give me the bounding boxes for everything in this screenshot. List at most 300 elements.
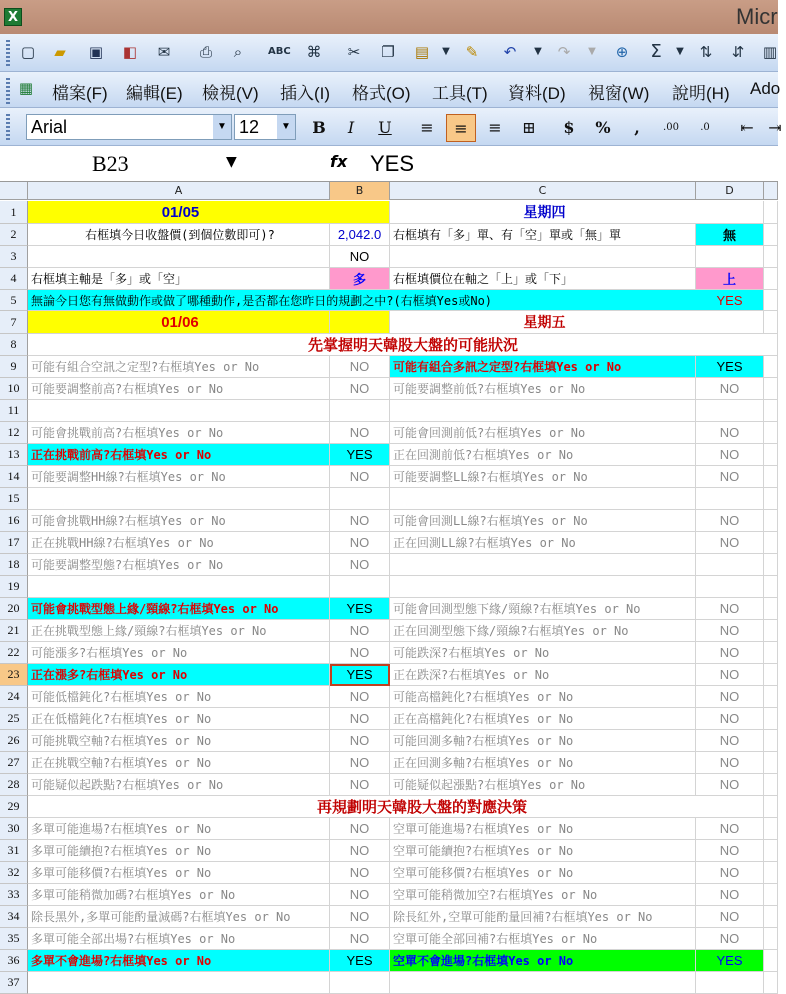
sheet-row (0, 532, 778, 554)
cell-d28[interactable]: NO (696, 774, 764, 796)
cell-a1[interactable]: 01/05 (28, 201, 330, 224)
cell-a3[interactable] (28, 246, 330, 268)
cell-b2[interactable]: 2,042.0 (330, 224, 390, 246)
sheet-row (0, 620, 778, 642)
cell-e27[interactable] (764, 752, 778, 774)
cell-c22[interactable]: 可能跌深?右框填Yes or No (390, 642, 696, 664)
cell-d21[interactable]: NO (696, 620, 764, 642)
cell-c20[interactable]: 可能會回測型態下緣/頸線?右框填Yes or No (390, 598, 696, 620)
cell-d18[interactable] (696, 554, 764, 576)
cell-b11[interactable] (330, 400, 390, 422)
sheet-row (0, 554, 778, 576)
cell-e29[interactable] (764, 796, 778, 818)
cell-b36[interactable]: YES (330, 950, 390, 972)
cell-e22[interactable] (764, 642, 778, 664)
column-header-d[interactable]: D (696, 182, 764, 200)
cell-e24[interactable] (764, 686, 778, 708)
cell-b31[interactable]: NO (330, 840, 390, 862)
cell-d36[interactable]: YES (696, 950, 764, 972)
select-all-corner[interactable] (0, 182, 28, 200)
font-size-select[interactable]: 12 ▼ (234, 114, 296, 140)
row-header[interactable]: 21 (0, 620, 28, 642)
cell-c24[interactable]: 可能高檔鈍化?右框填Yes or No (390, 686, 696, 708)
new-icon[interactable]: ▢ (20, 43, 36, 61)
cell-e8[interactable] (764, 334, 778, 356)
cell-d24[interactable]: NO (696, 686, 764, 708)
email-icon[interactable]: ✉ (157, 43, 171, 61)
cell-b23[interactable]: YES (330, 664, 390, 686)
cell-e7[interactable] (764, 311, 778, 334)
sheet-row (0, 796, 778, 818)
cell-e9[interactable] (764, 356, 778, 378)
open-icon[interactable]: ▰ (54, 43, 66, 61)
cell-e26[interactable] (764, 730, 778, 752)
percent-button[interactable]: % (595, 118, 611, 137)
cell-a22[interactable]: 可能漲多?右框填Yes or No (28, 642, 330, 664)
menu-data[interactable]: 資料(D) (508, 84, 566, 103)
align-center-icon[interactable]: ≡ (446, 114, 476, 142)
cell-a7[interactable]: 01/06 (28, 311, 330, 334)
cell-a9[interactable]: 可能有組合空訊之定型?右框填Yes or No (28, 356, 330, 378)
cell-e4[interactable] (764, 268, 778, 290)
cell-c18[interactable] (390, 554, 696, 576)
sheet-row (0, 752, 778, 774)
cell-b24[interactable]: NO (330, 686, 390, 708)
align-right-icon[interactable]: ≡ (488, 118, 502, 137)
cell-c7[interactable]: 星期五 (390, 311, 696, 334)
cell-e32[interactable] (764, 862, 778, 884)
decrease-indent-icon[interactable]: ⇤ (740, 118, 754, 137)
cell-a24[interactable]: 可能低檔鈍化?右框填Yes or No (28, 686, 330, 708)
decrease-decimal-icon[interactable]: .0 (700, 122, 710, 133)
sheet-row (0, 224, 778, 246)
cell-d25[interactable]: NO (696, 708, 764, 730)
cell-d33[interactable]: NO (696, 884, 764, 906)
row-header[interactable]: 23 (0, 664, 28, 686)
cell-e11[interactable] (764, 400, 778, 422)
cell-d30[interactable]: NO (696, 818, 764, 840)
underline-button[interactable]: U (378, 118, 392, 137)
sheet-row (0, 268, 778, 290)
cell-d26[interactable]: NO (696, 730, 764, 752)
cell-d20[interactable]: NO (696, 598, 764, 620)
row-header[interactable]: 26 (0, 730, 28, 752)
cell-c9[interactable]: 可能有組合多訊之定型?右框填Yes or No (390, 356, 696, 378)
sheet-row (0, 642, 778, 664)
redo-dropdown-icon[interactable]: ▼ (588, 46, 596, 57)
cell-a13[interactable]: 正在挑戰前高?右框填Yes or No (28, 444, 330, 466)
cell-c11[interactable] (390, 400, 696, 422)
sheet-row (0, 708, 778, 730)
cell-d11[interactable] (696, 400, 764, 422)
cell-b3[interactable]: NO (330, 246, 390, 268)
cell-e31[interactable] (764, 840, 778, 862)
cell-b15[interactable] (330, 488, 390, 510)
sheet-row (0, 928, 778, 950)
row-header[interactable]: 19 (0, 576, 28, 598)
cell-e15[interactable] (764, 488, 778, 510)
cell-a5[interactable]: 無論今日您有無做動作或做了哪種動作,是否都在您昨日的規劃之中?(右框填Yes或No) (28, 290, 696, 311)
cell-b33[interactable]: NO (330, 884, 390, 906)
row-header[interactable]: 36 (0, 950, 28, 972)
insert-function-icon[interactable]: fx (330, 152, 348, 171)
row-header[interactable]: 12 (0, 422, 28, 444)
row-header[interactable]: 13 (0, 444, 28, 466)
cell-e25[interactable] (764, 708, 778, 730)
cell-a11[interactable] (28, 400, 330, 422)
cell-c12[interactable]: 可能會回測前低?右框填Yes or No (390, 422, 696, 444)
column-header-c[interactable]: C (390, 182, 696, 200)
redo-icon[interactable]: ↷ (557, 43, 571, 61)
cell-d14[interactable]: NO (696, 466, 764, 488)
cell-e13[interactable] (764, 444, 778, 466)
cell-c25[interactable]: 正在高檔鈍化?右框填Yes or No (390, 708, 696, 730)
cell-a26[interactable]: 可能挑戰空軸?右框填Yes or No (28, 730, 330, 752)
cell-d15[interactable] (696, 488, 764, 510)
row-header[interactable]: 32 (0, 862, 28, 884)
research-icon[interactable]: ⌘ (306, 43, 322, 61)
cell-a2[interactable]: 右框填今日收盤價(到個位數即可)? (28, 224, 330, 246)
row-header[interactable]: 18 (0, 554, 28, 576)
cell-a12[interactable]: 可能會挑戰前高?右框填Yes or No (28, 422, 330, 444)
row-header[interactable]: 34 (0, 906, 28, 928)
cell-b34[interactable]: NO (330, 906, 390, 928)
name-box-dropdown-icon[interactable]: ▼ (226, 154, 237, 170)
cell-e16[interactable] (764, 510, 778, 532)
formula-input[interactable]: YES (370, 151, 415, 176)
size-dropdown-icon[interactable]: ▼ (277, 115, 295, 139)
cell-e17[interactable] (764, 532, 778, 554)
sheet-row (0, 246, 778, 268)
cell-c10[interactable]: 可能要調整前低?右框填Yes or No (390, 378, 696, 400)
cell-a31[interactable]: 多單可能續抱?右框填Yes or No (28, 840, 330, 862)
cell-d13[interactable]: NO (696, 444, 764, 466)
cell-b19[interactable] (330, 576, 390, 598)
cell-c3[interactable] (390, 246, 696, 268)
cut-icon[interactable]: ✂ (347, 43, 361, 61)
workbook-icon[interactable]: ▦ (18, 79, 34, 97)
cell-b9[interactable]: NO (330, 356, 390, 378)
copy-icon[interactable]: ❐ (381, 43, 395, 61)
menu-bar (0, 72, 781, 108)
menu-tools[interactable]: 工具(T) (432, 84, 488, 103)
row-header[interactable]: 17 (0, 532, 28, 554)
cell-c17[interactable]: 正在回測LL線?右框填Yes or No (390, 532, 696, 554)
row-header[interactable]: 9 (0, 356, 28, 378)
print-preview-icon[interactable]: ⌕ (233, 43, 243, 61)
cell-c32[interactable]: 空單可能移價?右框填Yes or No (390, 862, 696, 884)
cell-e2[interactable] (764, 224, 778, 246)
merge-center-icon[interactable]: ⊞ (522, 118, 536, 137)
row-header[interactable]: 3 (0, 246, 28, 268)
cell-a19[interactable] (28, 576, 330, 598)
cell-d17[interactable]: NO (696, 532, 764, 554)
cell-a4[interactable]: 右框填主軸是「多」或「空」 (28, 268, 330, 290)
sheet-row (0, 422, 778, 444)
autosum-dropdown-icon[interactable]: ▼ (676, 46, 684, 57)
cell-e21[interactable] (764, 620, 778, 642)
cell-d3[interactable] (696, 246, 764, 268)
autosum-icon[interactable]: Σ (650, 41, 662, 62)
cell-c21[interactable]: 正在回測型態下緣/頸線?右框填Yes or No (390, 620, 696, 642)
row-header[interactable]: 10 (0, 378, 28, 400)
align-left-icon[interactable]: ≡ (420, 118, 434, 137)
cell-c27[interactable]: 正在回測多軸?右框填Yes or No (390, 752, 696, 774)
cell-e33[interactable] (764, 884, 778, 906)
cell-e14[interactable] (764, 466, 778, 488)
currency-button[interactable]: $ (563, 118, 575, 137)
row-header[interactable]: 2 (0, 224, 28, 246)
row-header[interactable]: 1 (0, 201, 28, 224)
cell-a35[interactable]: 多單可能全部出場?右框填Yes or No (28, 928, 330, 950)
print-icon[interactable]: ⎙ (199, 43, 212, 61)
cell-d22[interactable]: NO (696, 642, 764, 664)
worksheet-grid[interactable] (0, 182, 778, 992)
cell-a32[interactable]: 多單可能移價?右框填Yes or No (28, 862, 330, 884)
cell-c35[interactable]: 空單可能全部回補?右框填Yes or No (390, 928, 696, 950)
cell-b4[interactable]: 多 (330, 268, 390, 290)
cell-e28[interactable] (764, 774, 778, 796)
window-title: Micr (736, 4, 778, 29)
cell-a37[interactable] (28, 972, 330, 994)
paste-icon[interactable]: ▤ (414, 43, 430, 61)
increase-decimal-icon[interactable]: .00 (663, 122, 679, 133)
cell-c19[interactable] (390, 576, 696, 598)
sheet-row (0, 290, 778, 311)
font-dropdown-icon[interactable]: ▼ (213, 115, 231, 139)
cell-e10[interactable] (764, 378, 778, 400)
cell-a17[interactable]: 正在挑戰HH線?右框填Yes or No (28, 532, 330, 554)
cell-c36[interactable]: 空單不會進場?右框填Yes or No (390, 950, 696, 972)
menu-addins[interactable]: Ado (750, 79, 781, 98)
cell-b30[interactable]: NO (330, 818, 390, 840)
cell-a18[interactable]: 可能要調整型態?右框填Yes or No (28, 554, 330, 576)
row-header[interactable]: 27 (0, 752, 28, 774)
sheet-row (0, 664, 778, 686)
cell-c33[interactable]: 空單可能稍微加空?右框填Yes or No (390, 884, 696, 906)
cell-e34[interactable] (764, 906, 778, 928)
cell-c4[interactable]: 右框填價位在軸之「上」或「下」 (390, 268, 696, 290)
cell-b21[interactable]: NO (330, 620, 390, 642)
cell-d23[interactable]: NO (696, 664, 764, 686)
cell-c34[interactable]: 除長紅外,空單可能酌量回補?右框填Yes or No (390, 906, 696, 928)
cell-d27[interactable]: NO (696, 752, 764, 774)
cell-e36[interactable] (764, 950, 778, 972)
cell-d2[interactable]: 無 (696, 224, 764, 246)
cell-e12[interactable] (764, 422, 778, 444)
cell-b22[interactable]: NO (330, 642, 390, 664)
cell-a25[interactable]: 正在低檔鈍化?右框填Yes or No (28, 708, 330, 730)
cell-a29[interactable]: 再規劃明天韓股大盤的對應決策 (28, 796, 696, 818)
cell-d37[interactable] (696, 972, 764, 994)
row-header[interactable]: 22 (0, 642, 28, 664)
row-header[interactable]: 28 (0, 774, 28, 796)
cell-a15[interactable] (28, 488, 330, 510)
row-header[interactable]: 24 (0, 686, 28, 708)
sheet-row (0, 972, 778, 994)
cell-a36[interactable]: 多單不會進場?右框填Yes or No (28, 950, 330, 972)
cell-d9[interactable]: YES (696, 356, 764, 378)
row-header[interactable]: 20 (0, 598, 28, 620)
menu-file[interactable]: 檔案(F) (52, 84, 108, 103)
sort-descending-icon[interactable]: ⇵ (731, 43, 745, 61)
cell-d34[interactable]: NO (696, 906, 764, 928)
cell-a10[interactable]: 可能要調整前高?右框填Yes or No (28, 378, 330, 400)
comma-button[interactable]: , (634, 118, 640, 137)
cell-d32[interactable]: NO (696, 862, 764, 884)
cell-a21[interactable]: 正在挑戰型態上緣/頸線?右框填Yes or No (28, 620, 330, 642)
title-bar (0, 0, 778, 34)
cell-a33[interactable]: 多單可能稍微加碼?右框填Yes or No (28, 884, 330, 906)
menu-view[interactable]: 檢視(V) (202, 84, 259, 103)
cell-b35[interactable]: NO (330, 928, 390, 950)
row-header[interactable]: 37 (0, 972, 28, 994)
cell-d1[interactable] (696, 201, 764, 224)
bold-button[interactable]: B (312, 118, 326, 137)
cell-b10[interactable]: NO (330, 378, 390, 400)
menu-window[interactable]: 視窗(W) (588, 84, 650, 103)
cell-a20[interactable]: 可能會挑戰型態上緣/頸線?右框填Yes or No (28, 598, 330, 620)
cell-b16[interactable]: NO (330, 510, 390, 532)
cell-c14[interactable]: 可能要調整LL線?右框填Yes or No (390, 466, 696, 488)
row-header[interactable]: 16 (0, 510, 28, 532)
cell-d4[interactable]: 上 (696, 268, 764, 290)
cell-b1[interactable] (330, 201, 390, 224)
cell-b13[interactable]: YES (330, 444, 390, 466)
row-header[interactable]: 5 (0, 290, 28, 311)
increase-indent-icon[interactable]: ⇥ (768, 118, 782, 137)
cell-b27[interactable]: NO (330, 752, 390, 774)
row-header[interactable]: 29 (0, 796, 28, 818)
cell-e20[interactable] (764, 598, 778, 620)
paste-dropdown-icon[interactable]: ▼ (442, 46, 450, 57)
row-header[interactable]: 15 (0, 488, 28, 510)
sort-ascending-icon[interactable]: ⇅ (699, 43, 713, 61)
cell-d5[interactable]: YES (696, 290, 764, 311)
cell-b32[interactable]: NO (330, 862, 390, 884)
cell-e23[interactable] (764, 664, 778, 686)
cell-d35[interactable]: NO (696, 928, 764, 950)
row-header[interactable]: 33 (0, 884, 28, 906)
chart-wizard-icon[interactable]: ▥ (762, 43, 778, 61)
cell-b12[interactable]: NO (330, 422, 390, 444)
cell-d29[interactable] (696, 796, 764, 818)
sheet-row (0, 950, 778, 972)
row-header[interactable]: 11 (0, 400, 28, 422)
menu-format[interactable]: 格式(O) (352, 84, 411, 103)
cell-a8[interactable]: 先掌握明天韓股大盤的可能狀況 (28, 334, 698, 356)
cell-b7[interactable] (330, 311, 390, 334)
cell-c23[interactable]: 正在跌深?右框填Yes or No (390, 664, 696, 686)
save-icon[interactable]: ▣ (88, 43, 104, 61)
cell-b26[interactable]: NO (330, 730, 390, 752)
cell-c2[interactable]: 右框填有「多」單、有「空」單或「無」單 (390, 224, 696, 246)
column-header-a[interactable]: A (28, 182, 330, 200)
cell-b28[interactable]: NO (330, 774, 390, 796)
row-header[interactable]: 14 (0, 466, 28, 488)
italic-button[interactable]: I (347, 118, 355, 137)
cell-c30[interactable]: 空單可能進場?右框填Yes or No (390, 818, 696, 840)
cell-e37[interactable] (764, 972, 778, 994)
name-box[interactable]: B23 (2, 148, 222, 180)
cell-c15[interactable] (390, 488, 696, 510)
spelling-icon[interactable]: ABC (268, 46, 291, 57)
hyperlink-icon[interactable]: ⊕ (615, 43, 629, 61)
cell-e5[interactable] (764, 290, 778, 311)
menubar-grip[interactable] (6, 78, 10, 104)
row-header[interactable]: 30 (0, 818, 28, 840)
cell-a16[interactable]: 可能會挑戰HH線?右框填Yes or No (28, 510, 330, 532)
cell-e30[interactable] (764, 818, 778, 840)
column-header-e[interactable] (764, 182, 778, 200)
sheet-row (0, 378, 778, 400)
undo-icon[interactable]: ↶ (503, 43, 517, 61)
row-header[interactable]: 35 (0, 928, 28, 950)
cell-a27[interactable]: 正在挑戰空軸?右框填Yes or No (28, 752, 330, 774)
cell-a34[interactable]: 除長黑外,多單可能酌量減碼?右框填Yes or No (28, 906, 330, 928)
cell-a14[interactable]: 可能要調整HH線?右框填Yes or No (28, 466, 330, 488)
cell-b20[interactable]: YES (330, 598, 390, 620)
cell-d7[interactable] (696, 311, 764, 334)
font-name-select[interactable]: Arial ▼ (26, 114, 232, 140)
permission-icon[interactable]: ◧ (122, 43, 138, 61)
cell-e35[interactable] (764, 928, 778, 950)
cell-c31[interactable]: 空單可能續抱?右框填Yes or No (390, 840, 696, 862)
cell-b18[interactable]: NO (330, 554, 390, 576)
cell-e19[interactable] (764, 576, 778, 598)
cell-d16[interactable]: NO (696, 510, 764, 532)
toolbar-grip[interactable] (6, 40, 10, 66)
row-header[interactable]: 8 (0, 334, 28, 356)
cell-c16[interactable]: 可能會回測LL線?右框填Yes or No (390, 510, 696, 532)
menu-help[interactable]: 說明(H) (672, 84, 730, 103)
cell-b37[interactable] (330, 972, 390, 994)
cell-d8[interactable] (696, 334, 764, 356)
cell-c26[interactable]: 可能回測多軸?右框填Yes or No (390, 730, 696, 752)
cell-c37[interactable] (390, 972, 696, 994)
undo-dropdown-icon[interactable]: ▼ (534, 46, 542, 57)
row-header[interactable]: 25 (0, 708, 28, 730)
cell-a23[interactable]: 正在漲多?右框填Yes or No (28, 664, 330, 686)
cell-c13[interactable]: 正在回測前低?右框填Yes or No (390, 444, 696, 466)
row-header[interactable]: 7 (0, 311, 28, 334)
cell-e3[interactable] (764, 246, 778, 268)
cell-c1[interactable]: 星期四 (390, 201, 696, 224)
cell-e18[interactable] (764, 554, 778, 576)
column-header-b[interactable]: B (330, 182, 390, 200)
row-header[interactable]: 4 (0, 268, 28, 290)
cell-d19[interactable] (696, 576, 764, 598)
menu-edit[interactable]: 編輯(E) (126, 84, 183, 103)
cell-b17[interactable]: NO (330, 532, 390, 554)
cell-a30[interactable]: 多單可能進場?右框填Yes or No (28, 818, 330, 840)
cell-c28[interactable]: 可能疑似起漲點?右框填Yes or No (390, 774, 696, 796)
sheet-row (0, 906, 778, 928)
cell-b14[interactable]: NO (330, 466, 390, 488)
format-painter-icon[interactable]: ✎ (465, 43, 479, 61)
sheet-row (0, 201, 778, 224)
menu-insert[interactable]: 插入(I) (280, 84, 331, 103)
sheet-row (0, 356, 778, 378)
format-grip[interactable] (6, 114, 10, 140)
cell-b25[interactable]: NO (330, 708, 390, 730)
row-header[interactable]: 31 (0, 840, 28, 862)
cell-e1[interactable] (764, 201, 778, 224)
cell-d31[interactable]: NO (696, 840, 764, 862)
cell-d12[interactable]: NO (696, 422, 764, 444)
cell-d10[interactable]: NO (696, 378, 764, 400)
cell-a28[interactable]: 可能疑似起跌點?右框填Yes or No (28, 774, 330, 796)
